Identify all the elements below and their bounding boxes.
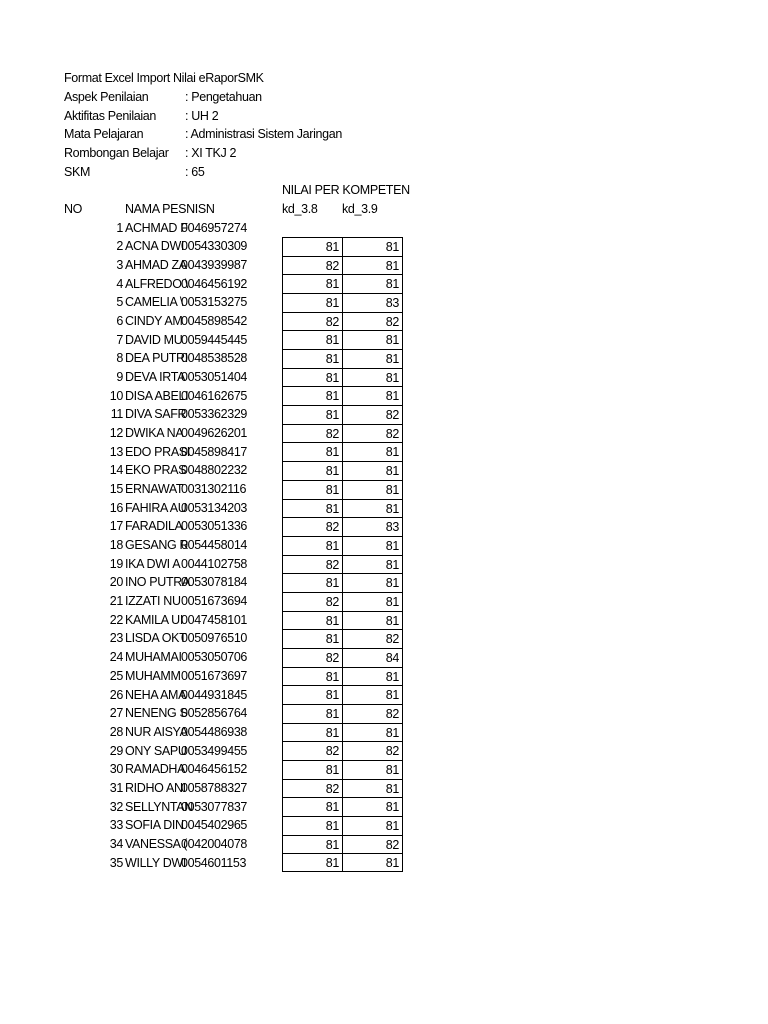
row-number: 31 [109,780,123,795]
grade-cell-kd-3-9: 81 [342,797,403,816]
student-nisn: 0048802232 [181,463,248,478]
row-number: 12 [109,425,123,440]
grade-cell-kd-3-8: 82 [282,517,342,536]
student-name: INO PUTRA [125,575,190,590]
grade-cell-kd-3-9: 81 [342,760,403,779]
row-number: 15 [109,482,123,497]
student-name: WILLY DWI [125,855,186,870]
student-nisn: 0054458014 [181,538,248,553]
grade-cell-kd-3-9: 81 [342,461,403,480]
row-number: 5 [116,295,123,310]
student-nisn: 0046957274 [181,220,248,235]
student-name: DEVA IRTA [125,369,186,384]
student-name: LISDA OKT [125,631,187,646]
row-number: 6 [116,313,123,328]
grade-cell-kd-3-8: 81 [282,760,342,779]
row-number: 4 [116,276,123,291]
grade-cell-kd-3-8: 81 [282,499,342,518]
grade-cell-kd-3-8: 82 [282,648,342,667]
student-nisn: 0058788327 [181,780,248,795]
student-name: DIVA SAFR [125,407,187,422]
grade-cell-kd-3-9: 81 [342,555,403,574]
grade-cell-kd-3-9: 81 [342,499,403,518]
student-name: RAMADHA [125,762,186,777]
row-number: 1 [116,220,123,235]
row-number: 10 [109,388,123,403]
grade-cell-kd-3-9: 81 [342,480,403,499]
student-nisn: 0053134203 [181,500,248,515]
grade-cell-kd-3-9: 81 [342,667,403,686]
meta-value-skm: : 65 [185,164,205,179]
student-name: SELLYNTAN [125,799,193,814]
row-number: 23 [109,631,123,646]
student-name: MUHAMM [125,668,181,683]
student-name: ERNAWAT [125,482,184,497]
student-nisn: 0053153275 [181,295,248,310]
student-nisn: 0054330309 [181,239,248,254]
student-nisn: 0044102758 [181,556,248,571]
student-name: RIDHO ANI [125,780,186,795]
group-header-nilai: NILAI PER KOMPETEN [282,183,410,197]
row-number: 24 [109,650,123,665]
grade-cell-kd-3-9: 82 [342,424,403,443]
grade-cell-kd-3-8: 81 [282,629,342,648]
student-nisn: 0054601153 [181,855,247,870]
student-name: DISA ABELI [125,388,189,403]
grade-cell-kd-3-9: 83 [342,293,403,312]
student-nisn: 0045898417 [181,444,248,459]
row-number: 18 [109,538,123,553]
student-nisn: 0031302116 [181,482,247,497]
grade-cell-kd-3-9: 81 [342,386,403,405]
student-name: AHMAD ZA [125,257,187,272]
grade-cell-kd-3-9: 84 [342,648,403,667]
grade-cell-kd-3-9: 82 [342,312,403,331]
student-nisn: 0043939987 [181,257,248,272]
student-nisn: 0059445445 [181,332,248,347]
student-nisn: 0046456192 [181,276,248,291]
grade-cell-kd-3-8: 81 [282,461,342,480]
student-nisn: 0047458101 [181,612,248,627]
grade-cell-kd-3-9: 81 [342,592,403,611]
student-nisn: 0053050706 [181,650,248,665]
column-header-kd-3-9: kd_3.9 [342,202,378,216]
row-number: 14 [109,463,123,478]
grade-cell-kd-3-8: 81 [282,685,342,704]
grade-cell-kd-3-9: 81 [342,685,403,704]
student-name: DEA PUTRI [125,351,188,366]
grade-cell-kd-3-9: 82 [342,629,403,648]
student-name: SOFIA DIN [125,818,184,833]
grade-cell-kd-3-8: 82 [282,779,342,798]
row-number: 30 [109,762,123,777]
meta-label-aktifitas: Aktifitas Penilaian [64,108,157,123]
student-name: IZZATI NU [125,594,181,609]
grade-cell-kd-3-8: 81 [282,611,342,630]
row-number: 11 [110,407,123,422]
student-nisn: 0042004078 [181,836,248,851]
grade-cell-kd-3-8: 81 [282,797,342,816]
grade-cell-kd-3-8: 81 [282,330,342,349]
row-number: 17 [109,519,123,534]
meta-label-mapel: Mata Pelajaran [64,127,144,141]
meta-label-skm: SKM [64,164,91,179]
grade-cell-kd-3-9: 81 [342,330,403,349]
row-number: 26 [109,687,123,702]
student-nisn: 0045402965 [181,818,248,833]
row-number: 20 [109,575,123,590]
student-nisn: 0053051404 [181,369,248,384]
row-number: 7 [116,332,123,347]
page-title: Format Excel Import Nilai eRaporSMK [64,71,264,85]
student-name: GESANG R [125,538,189,553]
column-header-nama: NAMA PESNISN [125,202,215,216]
student-name: NUR AISYA [125,724,188,739]
student-name: IKA DWI A [125,556,181,571]
student-name: DAVID MU [125,332,183,347]
student-name: NENENG S [125,706,188,721]
column-header-kd-3-8: kd_3.8 [282,202,318,216]
row-number: 27 [109,706,123,721]
row-number: 28 [109,724,123,739]
grade-cell-kd-3-9: 82 [342,405,403,424]
grade-cell-kd-3-8: 82 [282,424,342,443]
student-name: MUHAMAI [125,650,182,665]
row-number: 32 [109,799,123,814]
student-name: ONY SAPU [125,743,187,758]
row-number: 9 [116,369,123,384]
grade-cell-kd-3-9: 81 [342,611,403,630]
row-number: 3 [116,257,123,272]
student-nisn: 0052856764 [181,706,248,721]
meta-value-aspek: : Pengetahuan [185,90,262,104]
student-nisn: 0053078184 [181,575,248,590]
student-nisn: 0053499455 [181,743,248,758]
student-nisn: 0051673694 [181,594,248,609]
grade-cell-kd-3-8: 81 [282,480,342,499]
grade-cell-kd-3-9: 81 [342,368,403,387]
meta-value-rombel: : XI TKJ 2 [185,146,237,160]
grade-cell-kd-3-8: 82 [282,312,342,331]
grade-cell-kd-3-8: 81 [282,349,342,368]
student-name: CAMELIA \ [125,295,183,310]
grade-cell-kd-3-9: 81 [342,274,403,293]
student-name: FAHIRA AU [125,500,187,515]
grade-cell-kd-3-8: 81 [282,723,342,742]
grade-cell-kd-3-8: 81 [282,274,342,293]
grade-cell-kd-3-9: 81 [342,237,403,256]
grade-cell-kd-3-9: 81 [342,853,403,872]
student-name: EKO PRAS [125,463,187,478]
grade-cell-kd-3-8: 81 [282,237,342,256]
student-nisn: 0053362329 [181,407,248,422]
grade-cell-kd-3-8: 82 [282,592,342,611]
row-number: 2 [116,239,123,254]
grade-cell-kd-3-8: 81 [282,405,342,424]
student-nisn: 0046162675 [181,388,248,403]
grade-cell-kd-3-8: 81 [282,536,342,555]
grade-cell-kd-3-9: 83 [342,517,403,536]
meta-value-mapel: : Administrasi Sistem Jaringan [185,127,342,141]
column-header-no: NO [64,202,83,216]
row-number: 19 [109,556,123,571]
row-number: 35 [109,855,123,870]
row-number: 13 [109,444,123,459]
grade-cell-kd-3-8: 81 [282,442,342,461]
student-name: ACHMAD F [125,220,188,235]
grade-cell-kd-3-8: 81 [282,667,342,686]
student-name: DWIKA NA [125,425,184,440]
grade-cell-kd-3-8: 81 [282,368,342,387]
grade-cell-kd-3-8: 81 [282,835,342,854]
meta-value-aktifitas: : UH 2 [185,108,219,123]
grade-cell-kd-3-9: 81 [342,573,403,592]
grade-cell-kd-3-9: 81 [342,536,403,555]
student-nisn: 0053051336 [181,519,248,534]
student-name: NEHA AMA [125,687,187,702]
row-number: 16 [109,500,123,515]
grade-cell-kd-3-8: 81 [282,386,342,405]
student-nisn: 0050976510 [181,631,248,646]
grade-cell-kd-3-8: 81 [282,293,342,312]
student-nisn: 0044931845 [181,687,248,702]
grade-cell-kd-3-8: 81 [282,573,342,592]
student-nisn: 0045898542 [181,313,248,328]
grade-cell-kd-3-9: 82 [342,835,403,854]
grade-cell-kd-3-9: 81 [342,256,403,275]
student-name: VANESSA ( [125,836,187,851]
student-name: ALFREDO \ [125,276,188,291]
grade-cell-kd-3-8: 81 [282,704,342,723]
grade-cell-kd-3-8: 81 [282,816,342,835]
student-nisn: 0046456152 [181,762,248,777]
student-name: CINDY AM [125,313,183,328]
grade-cell-kd-3-8: 82 [282,555,342,574]
row-number: 22 [109,612,123,627]
student-name: KAMILA UI [125,612,183,627]
student-nisn: 0048538528 [181,351,248,366]
student-nisn: 0053077837 [181,799,248,814]
row-number: 25 [109,668,123,683]
grade-cell-kd-3-9: 81 [342,442,403,461]
row-number: 8 [116,351,123,366]
student-name: EDO PRASI [125,444,190,459]
student-nisn: 0049626201 [181,425,248,440]
grade-cell-kd-3-9: 81 [342,816,403,835]
student-name: ACNA DWI [125,239,185,254]
meta-label-rombel: Rombongan Belajar [64,146,169,160]
grade-cell-kd-3-9: 81 [342,349,403,368]
row-number: 29 [109,743,123,758]
row-number: 21 [109,594,123,609]
student-nisn: 0054486938 [181,724,248,739]
grade-cell-kd-3-9: 82 [342,741,403,760]
grade-cell-kd-3-9: 81 [342,779,403,798]
student-nisn: 0051673697 [181,668,248,683]
student-name: FARADILA [125,519,183,534]
row-number: 34 [109,836,123,851]
grade-cell-kd-3-8: 82 [282,256,342,275]
grade-cell-kd-3-8: 81 [282,853,342,872]
grade-cell-kd-3-8: 82 [282,741,342,760]
grade-cell-kd-3-9: 81 [342,723,403,742]
grade-cell-kd-3-9: 82 [342,704,403,723]
row-number: 33 [109,818,123,833]
meta-label-aspek: Aspek Penilaian [64,90,149,104]
